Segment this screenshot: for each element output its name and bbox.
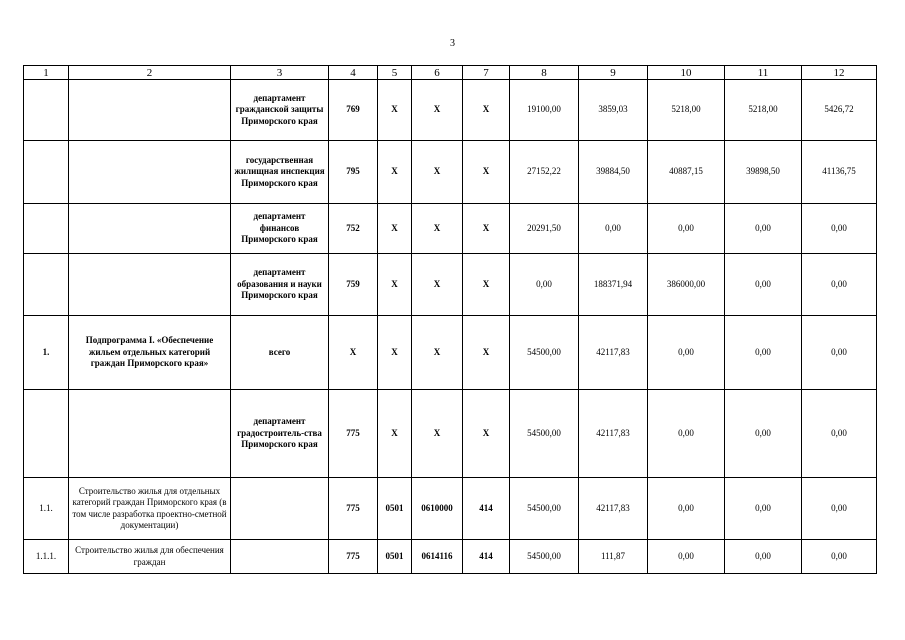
row-agency: департамент финансов Приморского края	[231, 204, 329, 254]
row-value: 0,00	[648, 204, 725, 254]
row-value: 42117,83	[579, 478, 648, 540]
row-title	[69, 141, 231, 204]
row-section: X	[378, 254, 412, 316]
row-value: 5218,00	[648, 80, 725, 141]
row-value: 5218,00	[725, 80, 802, 141]
row-title: Строительство жилья для обеспечения граждан	[69, 540, 231, 574]
row-section: X	[378, 316, 412, 390]
row-target: X	[412, 254, 463, 316]
table-row	[24, 141, 877, 204]
row-code: 775	[329, 478, 378, 540]
row-value: 40887,15	[648, 141, 725, 204]
row-target: X	[412, 141, 463, 204]
row-agency: всего	[231, 316, 329, 390]
row-value: 0,00	[510, 254, 579, 316]
row-value: 188371,94	[579, 254, 648, 316]
row-type: X	[463, 80, 510, 141]
column-number: 2	[69, 66, 231, 80]
table-row	[24, 478, 877, 540]
table-row	[24, 390, 877, 478]
row-code: 775	[329, 540, 378, 574]
row-value: 54500,00	[510, 390, 579, 478]
row-code: 759	[329, 254, 378, 316]
row-agency: департамент образования и науки Приморского края	[231, 254, 329, 316]
row-value: 111,87	[579, 540, 648, 574]
row-value: 54500,00	[510, 540, 579, 574]
row-target: 0614116	[412, 540, 463, 574]
row-agency: государственная жилищная инспекция Приморского края	[231, 141, 329, 204]
row-value: 19100,00	[510, 80, 579, 141]
table-row	[24, 540, 877, 574]
column-number: 6	[412, 66, 463, 80]
column-number: 12	[802, 66, 877, 80]
row-section: X	[378, 390, 412, 478]
row-value: 0,00	[648, 478, 725, 540]
row-value: 0,00	[725, 204, 802, 254]
page-number: 3	[450, 38, 455, 49]
row-number	[24, 80, 69, 141]
row-number	[24, 141, 69, 204]
column-number: 8	[510, 66, 579, 80]
row-number	[24, 204, 69, 254]
table-row	[24, 254, 877, 316]
row-section: 0501	[378, 540, 412, 574]
row-title: Подпрограмма I. «Обеспечение жильем отдельных категорий граждан Приморского края»	[69, 316, 231, 390]
row-agency	[231, 540, 329, 574]
row-value: 0,00	[802, 316, 877, 390]
column-number: 3	[231, 66, 329, 80]
row-value: 54500,00	[510, 316, 579, 390]
row-value: 3859,03	[579, 80, 648, 141]
row-value: 42117,83	[579, 316, 648, 390]
row-value: 42117,83	[579, 390, 648, 478]
row-title	[69, 80, 231, 141]
row-value: 0,00	[648, 316, 725, 390]
row-value: 27152,22	[510, 141, 579, 204]
row-agency: департамент градостроитель-ства Приморского края	[231, 390, 329, 478]
row-value: 0,00	[802, 478, 877, 540]
row-value: 0,00	[725, 390, 802, 478]
row-number: 1.1.1.	[24, 540, 69, 574]
row-target: 0610000	[412, 478, 463, 540]
column-number: 10	[648, 66, 725, 80]
row-value: 20291,50	[510, 204, 579, 254]
table-row	[24, 80, 877, 141]
row-section: X	[378, 204, 412, 254]
row-value: 0,00	[725, 316, 802, 390]
row-code: 795	[329, 141, 378, 204]
row-target: X	[412, 204, 463, 254]
column-number: 4	[329, 66, 378, 80]
row-section: X	[378, 141, 412, 204]
row-agency: департамент гражданской защиты Приморского края	[231, 80, 329, 141]
row-value: 0,00	[802, 254, 877, 316]
row-target: X	[412, 390, 463, 478]
row-value: 0,00	[802, 204, 877, 254]
row-number: 1.	[24, 316, 69, 390]
column-number: 9	[579, 66, 648, 80]
column-number-row	[24, 66, 877, 80]
row-title	[69, 390, 231, 478]
column-number: 1	[24, 66, 69, 80]
row-code: 752	[329, 204, 378, 254]
row-value: 0,00	[802, 540, 877, 574]
row-title	[69, 204, 231, 254]
row-title	[69, 254, 231, 316]
row-section: 0501	[378, 478, 412, 540]
row-type: X	[463, 390, 510, 478]
row-type: X	[463, 316, 510, 390]
table-row	[24, 204, 877, 254]
row-type: 414	[463, 540, 510, 574]
row-value: 39884,50	[579, 141, 648, 204]
row-code: 775	[329, 390, 378, 478]
row-type: X	[463, 254, 510, 316]
row-number	[24, 254, 69, 316]
row-section: X	[378, 80, 412, 141]
row-value: 0,00	[725, 540, 802, 574]
row-value: 386000,00	[648, 254, 725, 316]
row-agency	[231, 478, 329, 540]
row-title: Строительство жилья для отдельных категорий граждан Приморского края (в том числе разработка проектно-сметной документации)	[69, 478, 231, 540]
row-value: 54500,00	[510, 478, 579, 540]
column-number: 7	[463, 66, 510, 80]
budget-table	[23, 65, 877, 574]
row-value: 0,00	[579, 204, 648, 254]
row-value: 0,00	[648, 390, 725, 478]
row-value: 39898,50	[725, 141, 802, 204]
row-value: 0,00	[802, 390, 877, 478]
row-type: X	[463, 141, 510, 204]
column-number: 5	[378, 66, 412, 80]
row-number	[24, 390, 69, 478]
table-row	[24, 316, 877, 390]
row-value: 5426,72	[802, 80, 877, 141]
row-type: X	[463, 204, 510, 254]
row-type: 414	[463, 478, 510, 540]
column-number: 11	[725, 66, 802, 80]
row-value: 41136,75	[802, 141, 877, 204]
row-value: 0,00	[725, 478, 802, 540]
row-target: X	[412, 80, 463, 141]
row-number: 1.1.	[24, 478, 69, 540]
row-target: X	[412, 316, 463, 390]
row-value: 0,00	[725, 254, 802, 316]
row-code: X	[329, 316, 378, 390]
row-value: 0,00	[648, 540, 725, 574]
row-code: 769	[329, 80, 378, 141]
